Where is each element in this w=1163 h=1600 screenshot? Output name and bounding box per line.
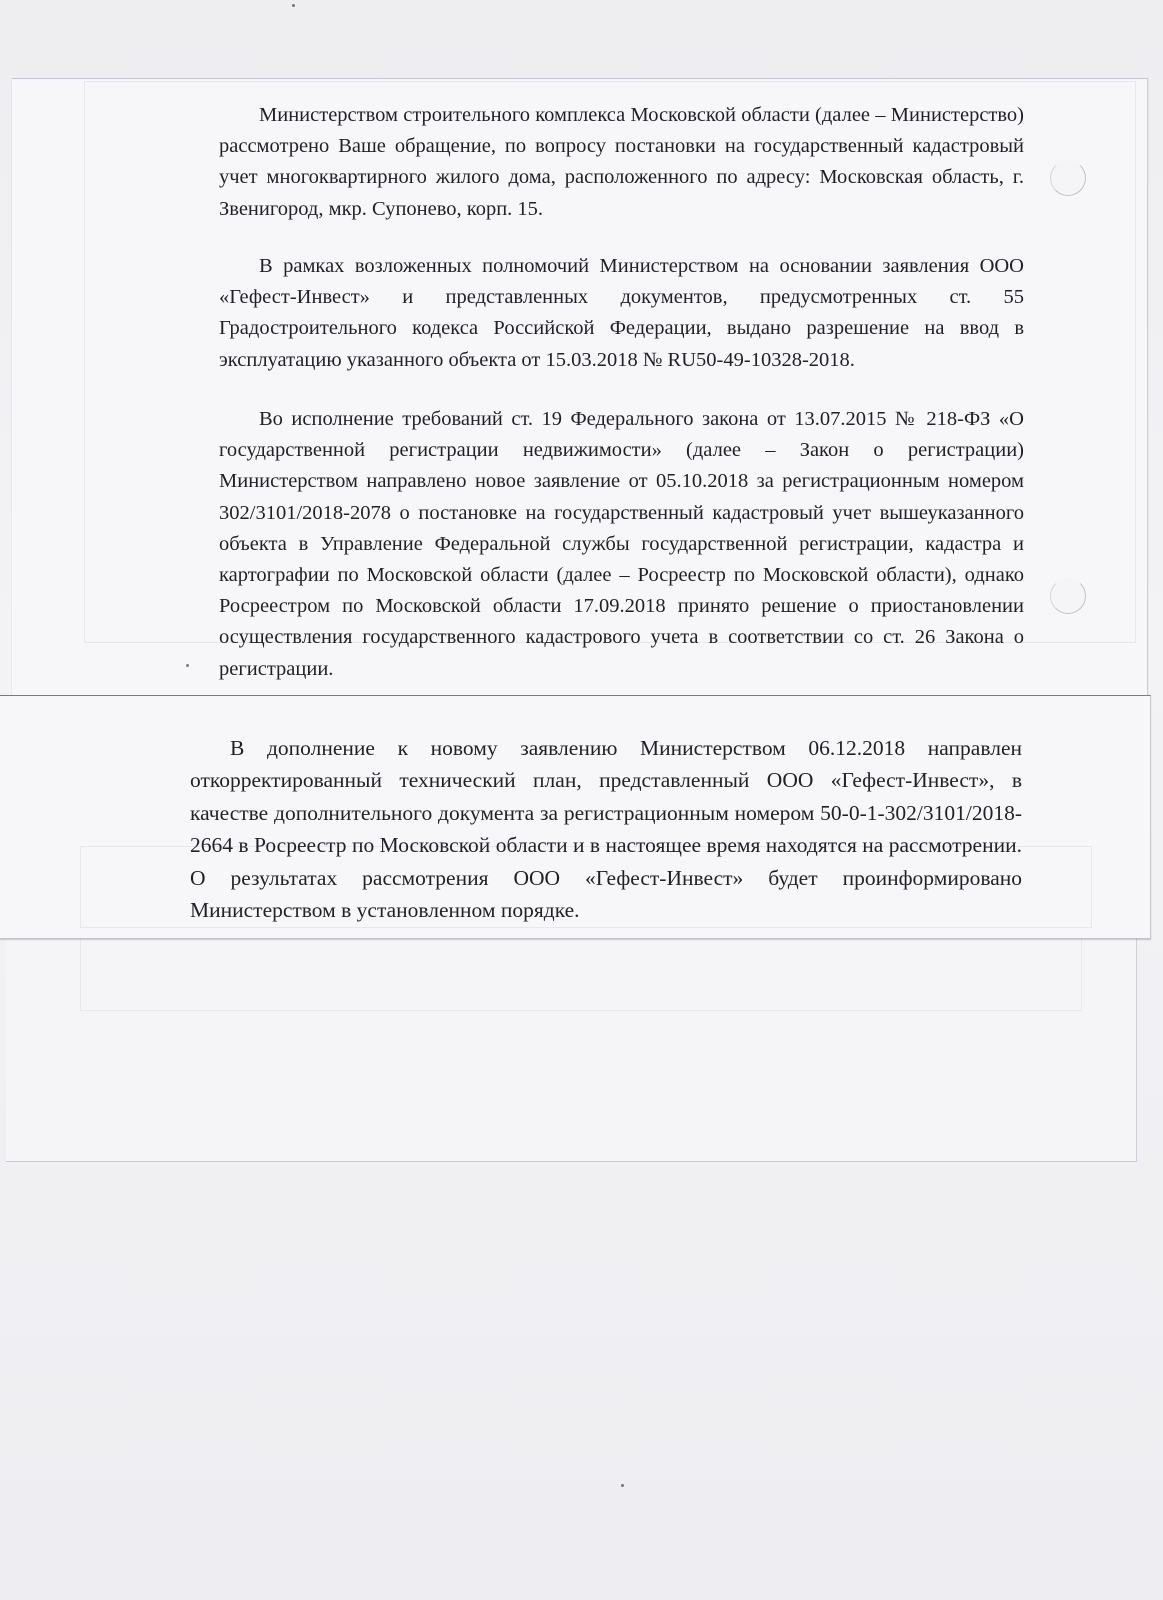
punch-hole-mark [1050,578,1086,614]
underlying-sheet [6,925,1137,1162]
scan-speck [292,4,295,7]
paragraph-2: В рамках возложенных полномочий Министерством на основании заявления ООО «Гефест-Инвест» и представленных документов, предусмотренных ст. 55 Градостроительного кодекса Российской Федерации, выдано разрешение на ввод в эксплуатацию указанного объекта от 15.03.2018 № RU50-49-10328-2018. [219,255,1024,371]
punch-hole-mark [1050,160,1086,196]
scan-speck [621,1484,624,1487]
paragraph-1: Министерством строительного комплекса Московской области (далее – Министерство) рассмотрено Ваше обращение, по вопросу постановки на государственный кадастровый учет многоквартирного жилого дома, расположенного по адресу: Московская область, г. Звенигород, мкр. Супонево, корп. 15. [219,104,1024,220]
paragraph-3: Во исполнение требований ст. 19 Федерального закона от 13.07.2015 № 218-ФЗ «О государственной регистрации недвижимости» (далее – Закон о регистрации) Министерством направлено новое заявление от 05.10.2018 за регистрационным номером 302/3101/2018-2078 о постановке на государственный кадастровый учет вышеуказанного объекта в Управление Федеральной службы государственной регистрации, кадастра и картографии по Московской области (далее – Росреестр по Московской области), однако Росреестром по Московской области 17.09.2018 принято решение о приостановлении осуществления государственного кадастрового учета в соответствии со ст. 26 Закона о регистрации. [219,408,1024,680]
scan-speck [186,664,189,667]
paragraph-4: В дополнение к новому заявлению Министерством 06.12.2018 направлен откорректированный технический план, представленный ООО «Гефест-Инвест», в качестве дополнительного документа за регистрационным номером 50-0-1-302/3101/2018-2664 в Росреестр по Московской области и в настоящее время находятся на рассмотрении. О результатах рассмотрения ООО «Гефест-Инвест» будет проинформировано Министерством в установленном порядке. [190,736,1022,923]
